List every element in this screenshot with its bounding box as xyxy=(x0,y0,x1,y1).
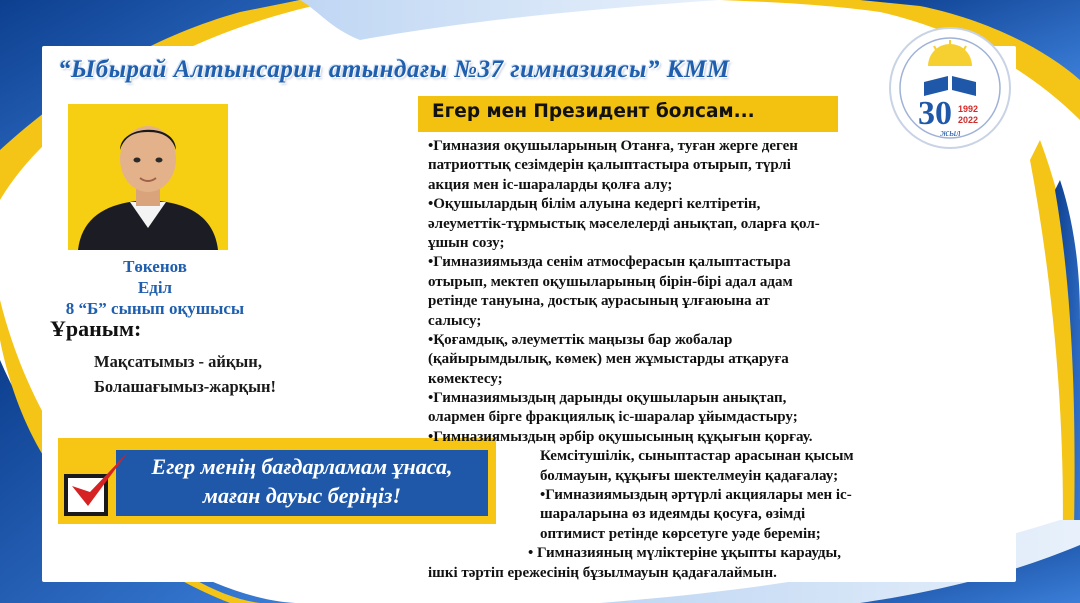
program-line: оптимист ретінде көрсетуге уәде беремін; xyxy=(540,525,821,542)
school-title: “Ыбырай Алтынсарин атындағы №37 гимназиясы” КММ xyxy=(58,56,730,83)
program-line: Кемсітушілік, сыныптастар арасынан қысым xyxy=(540,448,854,465)
program-line: •Қоғамдық, әлеуметтік маңызы бар жобалар xyxy=(428,331,733,348)
student-info xyxy=(60,256,250,319)
logo-year-end: 2022 xyxy=(958,115,979,125)
program-line: •Оқушылардың білім алуына кедергі келтіретін, xyxy=(428,196,761,213)
vote-call-line-2: маған дауыс беріңіз! xyxy=(202,483,402,508)
program-line: • Гимназияның мүліктеріне ұқыпты карауды, xyxy=(528,545,841,562)
program-line: •Гимназиямызда сенім атмосферасын қалыптастыра xyxy=(428,254,791,271)
logo-year-start: 1992 xyxy=(958,104,979,114)
slogan-line-2: Болашағымыз-жарқын! xyxy=(94,377,277,396)
program-line: •Гимназиямыздың әрбір оқушысының құқығын қорғау. xyxy=(428,428,813,445)
slogan-heading: Ұраным: xyxy=(50,316,142,341)
slogan-text xyxy=(94,349,276,399)
program-line: (қайырымдылық, көмек) мен жұмыстарды атқаруға xyxy=(428,351,789,368)
slogan-line-1: Мақсатымыз - айқын, xyxy=(94,352,262,371)
program-line: акция мен іс-шараларды қолға алу; xyxy=(428,176,673,193)
program-line: •Гимназия оқушыларының Отанға, туған жерге деген xyxy=(428,138,798,154)
program-line: олармен бірге фракциялық іс-шаралар ұйымдастыру; xyxy=(428,409,798,426)
program-title: Егер мен Президент болсам... xyxy=(432,101,755,122)
school-logo xyxy=(888,26,1012,150)
program-line: болмауын, құқығы шектелмеуін қадағалау; xyxy=(540,467,839,484)
program-line: көмектесу; xyxy=(428,370,503,387)
student-class: 8 “Б” сынып оқушысы xyxy=(65,299,245,318)
program-line: отырып, мектеп оқушыларының бірін-бірі адал адам xyxy=(428,273,793,290)
student-surname: Төкенов xyxy=(123,257,187,276)
program-line: патриоттық сезімдерін қалыптастыра отырып, түрлі xyxy=(428,157,791,174)
program-line: ретінде тануына, достық аурасының ұлғаюына ат xyxy=(428,293,770,310)
program-line: салысу; xyxy=(428,312,482,329)
program-line: шараларына өз идеямды қосуға, өзімді xyxy=(540,506,806,523)
program-list xyxy=(428,137,1003,583)
logo-caption: жыл xyxy=(940,128,961,139)
vote-call-line-1: Егер менің бағдарламам ұнаса, xyxy=(151,454,453,479)
student-photo xyxy=(68,104,228,250)
program-line: әлеуметтік-тұрмыстық мәселелерді анықтап, оларға қол- xyxy=(428,215,820,232)
student-first-name: Еділ xyxy=(137,278,173,297)
program-line: •Гимназиямыздың дарынды оқушыларын анықтап, xyxy=(428,390,787,407)
logo-number: 30 xyxy=(918,95,952,132)
program-line: ұшын созу; xyxy=(428,234,505,251)
program-line: •Гимназиямыздың әртүрлі акциялары мен іс- xyxy=(540,487,852,504)
checkmark-ballot-icon xyxy=(62,446,132,520)
program-line: ішкі тәртіп ережесінің бұзылмауын қадағалаймын. xyxy=(428,564,777,581)
